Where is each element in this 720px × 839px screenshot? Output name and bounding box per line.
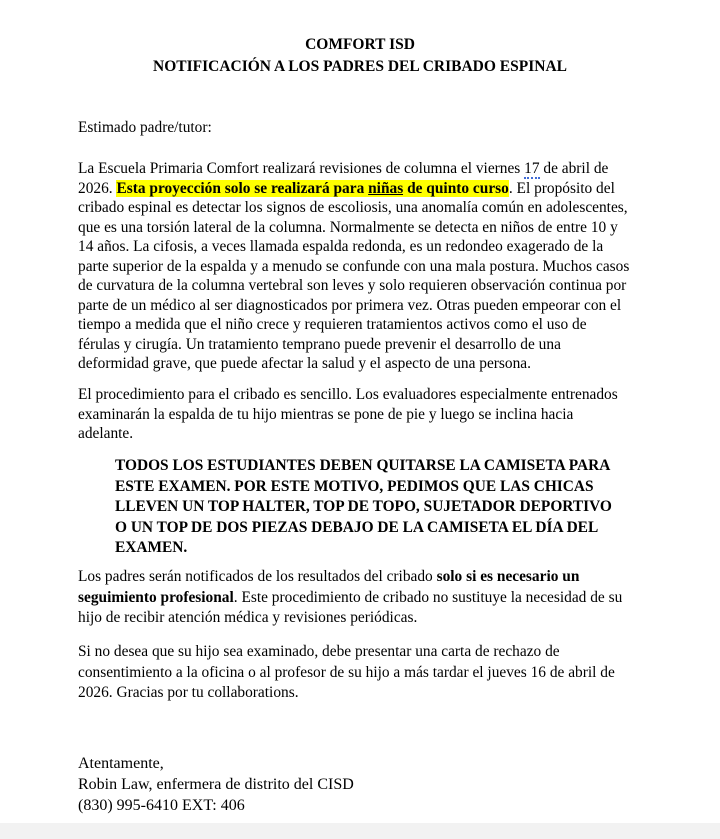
text-line bbox=[115, 518, 660, 539]
signature-closing: Atentamente, bbox=[78, 755, 164, 772]
text-line bbox=[78, 567, 658, 588]
text-line bbox=[115, 538, 660, 559]
text-line bbox=[78, 276, 658, 296]
text-line bbox=[78, 315, 658, 335]
text-line bbox=[78, 218, 658, 238]
text-segment: férulas y cirugía. Un tratamiento temprano puede prevenir el desarrollo de una bbox=[78, 335, 561, 353]
text-line bbox=[115, 477, 660, 498]
grammar-flagged-text: 17 bbox=[524, 160, 540, 177]
bold-text: seguimiento profesional bbox=[78, 588, 234, 606]
text-segment: . Este procedimiento de cribado no sustituye la necesidad de su bbox=[233, 588, 623, 606]
text-segment: Los padres serán notificados de los resultados del cribado bbox=[78, 568, 437, 585]
text-line bbox=[115, 456, 660, 477]
highlighted-text: de quinto curso bbox=[403, 179, 509, 197]
text-segment: parte superior de la espalda y a menudo se confunde con una mala postura. Muchos casos bbox=[78, 257, 630, 275]
text-line bbox=[78, 588, 658, 609]
text-line bbox=[78, 257, 658, 277]
text-segment: parte de un médico al ser diagnosticados por primera vez. Otras pueden empeorar con el bbox=[78, 296, 622, 314]
paragraph-intro bbox=[78, 159, 658, 374]
text-line bbox=[78, 237, 658, 257]
text-segment: LLEVEN UN TOP HALTER, TOP DE TOPO, SUJETADOR DEPORTIVO bbox=[115, 498, 612, 515]
text-line bbox=[78, 608, 658, 629]
text-segment: examinarán la espalda de tu hijo mientras se pone de pie y luego se inclina hacia bbox=[78, 405, 574, 423]
text-segment: El procedimiento para el cribado es sencillo. Los evaluadores especialmente entrenados bbox=[78, 386, 618, 403]
page-bottom-margin-strip bbox=[0, 823, 720, 839]
text-segment: . El propósito del bbox=[508, 179, 615, 197]
text-segment: deformidad grave, que puede afectar la salud y el aspecto de una persona. bbox=[78, 355, 531, 372]
text-segment: hijo de recibir atención médica y revisiones periódicas. bbox=[78, 609, 418, 626]
paragraph-results bbox=[78, 567, 658, 629]
bold-text: solo si es necesario un bbox=[436, 568, 580, 585]
text-line bbox=[78, 354, 658, 374]
text-line bbox=[78, 663, 658, 684]
highlighted-text: Esta proyección solo se realizará para bbox=[116, 179, 369, 197]
text-segment: tiempo a medida que el niño crece y requieren tratamientos activos como el uso de bbox=[78, 316, 587, 333]
signature-phone: (830) 995-6410 EXT: 406 bbox=[78, 797, 245, 814]
letter-title bbox=[0, 0, 720, 78]
paragraph-optout bbox=[78, 642, 658, 704]
text-segment: Si no desea que su hijo sea examinado, debe presentar una carta de rechazo de bbox=[78, 643, 560, 660]
paragraph-procedure bbox=[78, 385, 658, 444]
text-line bbox=[78, 385, 658, 405]
text-segment: ESTE EXAMEN. POR ESTE MOTIVO, PEDIMOS QUE LAS CHICAS bbox=[115, 477, 594, 495]
text-segment: cribado espinal es detectar los signos de escoliosis, una anomalía común en adolescentes, bbox=[78, 199, 628, 216]
text-segment: que es una torsión lateral de la columna. Normalmente se detecta en niños de entre 10 y bbox=[78, 218, 618, 236]
salutation: Estimado padre/tutor: bbox=[78, 119, 212, 136]
text-line bbox=[78, 642, 658, 663]
text-segment: adelante. bbox=[78, 425, 134, 442]
text-line bbox=[78, 405, 658, 425]
highlighted-text: niñas bbox=[368, 179, 404, 197]
text-segment: O UN TOP DE DOS PIEZAS DEBAJO DE LA CAMISETA EL DÍA DEL bbox=[115, 518, 599, 536]
text-line bbox=[78, 683, 658, 704]
text-line bbox=[78, 159, 658, 179]
text-line bbox=[78, 424, 658, 444]
text-line bbox=[78, 335, 658, 355]
signature-block bbox=[78, 753, 658, 816]
text-segment: 14 años. La cifosis, a veces llamada espalda redonda, es un redondeo exagerado de la bbox=[78, 238, 604, 255]
signature-name: Robin Law, enfermera de distrito del CISD bbox=[78, 776, 354, 793]
text-segment: de abril de bbox=[539, 160, 609, 177]
text-segment: consentimiento a la oficina o al profesor de su hijo a más tardar el jueves 16 de abril de bbox=[78, 663, 615, 681]
text-line bbox=[78, 296, 658, 316]
text-segment: TODOS LOS ESTUDIANTES DEBEN QUITARSE LA CAMISETA PARA bbox=[115, 457, 611, 474]
text-segment: La Escuela Primaria Comfort realizará revisiones de columna el viernes bbox=[78, 160, 525, 177]
text-line bbox=[78, 179, 658, 199]
text-segment: de curvatura de la columna vertebral son leves y solo requieren observación continua por bbox=[78, 277, 627, 294]
text-segment: EXAMEN. bbox=[115, 539, 188, 556]
letter-title-line-1: COMFORT ISD bbox=[305, 36, 415, 53]
text-line bbox=[115, 497, 660, 518]
letter-title-line-2: NOTIFICACIÓN A LOS PADRES DEL CRIBADO ESPINAL bbox=[153, 58, 567, 75]
text-segment: 2026. bbox=[78, 179, 117, 197]
notice-dress-code bbox=[115, 456, 660, 559]
text-segment: 2026. Gracias por tu collaborations. bbox=[78, 684, 299, 701]
text-line bbox=[78, 198, 658, 218]
